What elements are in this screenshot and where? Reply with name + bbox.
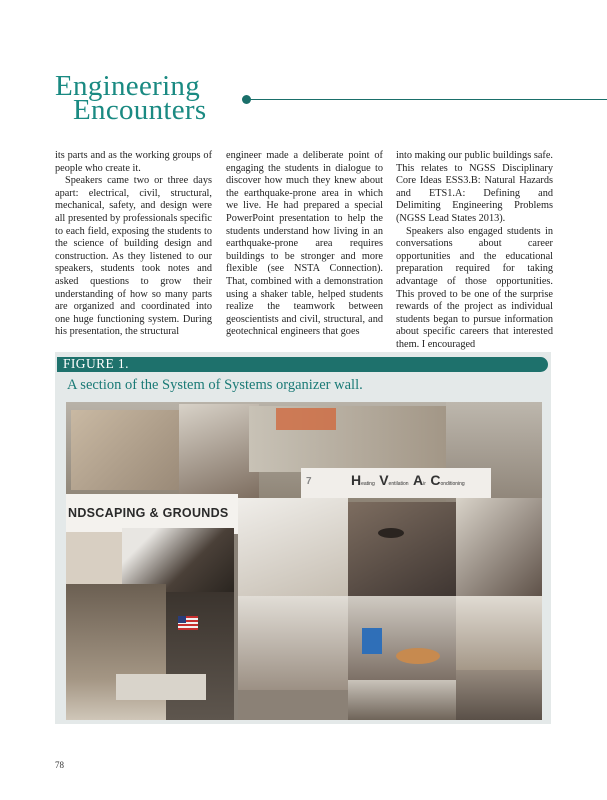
paragraph: into making our public buildings safe. This relates to NGSS Disciplinary Core Ideas ESS3.B: Natural Hazards and ETS1.A: Defining and Delimiting Engineering Problems (NGSS Lead States 2013).	[396, 150, 553, 224]
paragraph: its parts and as the working groups of people who create it.	[55, 150, 212, 174]
photo-tile	[348, 680, 456, 720]
photo-detail-blue-cabinet	[362, 628, 382, 654]
photo-tile	[179, 404, 259, 502]
masthead-title-line2: Encounters	[73, 94, 207, 126]
hvac-letter: A	[413, 472, 424, 488]
photo-tile	[71, 410, 179, 490]
page-number: 78	[55, 760, 64, 770]
flag-photo-canton	[178, 616, 186, 623]
hvac-letter: H	[351, 472, 362, 488]
photo-detail-orange-pipe	[276, 408, 336, 430]
department-masthead	[55, 68, 607, 128]
photo-tile	[456, 670, 542, 720]
paragraph: engineer made a deliberate point of engaging the students in dialogue to discover how much they knew about the earthquake-prone area in which we live. He had prepared a special PowerPoint presentation to help the students understand how living in an earthquake-prone area requires buildings to be stronger and more flexible (see NSTA Connection). That, combined with a demonstration using a shaker table, helped students realize the teamwork between geoscientists and civil, structural, and geotechnical engineers that goes	[226, 150, 383, 338]
hvac-letter: C	[430, 472, 441, 488]
hvac-banner-number: 7	[306, 476, 312, 487]
figure-label-bar	[57, 357, 548, 372]
figure-caption: A section of the System of Systems organizer wall.	[67, 377, 363, 393]
hvac-word: entilation	[388, 481, 409, 487]
photo-tile	[66, 532, 122, 584]
paragraph: Speakers also engaged students in conversations about career opportunities and the educational preparation required for taking advantage of those opportunities. This proved to be one of the surprise rewards of the project as individual students began to pursue information about specific careers that interested them. I encouraged	[396, 225, 553, 350]
paragraph: Speakers came two or three days apart: electrical, civil, structural, mechanical, safety, and design were all presented by professionals specific to each field, exposing the students to the science of building design and construction. As they listened to our speakers, students took notes and asked questions to grow their understanding of how so many parts are organized and coordinated into one huge functioning system. During his presentation, the structural	[55, 175, 212, 338]
hvac-word: eating	[361, 481, 375, 487]
photo-tile-duct	[348, 502, 456, 596]
masthead-rule	[248, 99, 607, 100]
body-column-2	[226, 150, 383, 339]
masthead-title-line1: Engineering	[55, 70, 201, 102]
figure-1	[55, 352, 551, 724]
body-column-1	[55, 150, 212, 339]
hvac-banner-text	[351, 472, 465, 490]
photo-tile-roof	[238, 596, 348, 690]
photo-tile-stairwell	[122, 528, 234, 592]
photo-detail-table	[396, 648, 440, 664]
photo-detail-vent	[378, 528, 404, 538]
figure-label: FIGURE 1.	[63, 356, 129, 371]
photo-tile-classroom	[166, 592, 234, 720]
body-column-3	[396, 150, 553, 352]
hvac-letter: V	[379, 472, 389, 488]
organizer-wall-photo	[66, 402, 542, 720]
hvac-word: ir	[423, 481, 426, 487]
photo-tile	[238, 690, 348, 720]
hvac-word: onditioning	[440, 481, 465, 487]
photo-tile-ductwork	[456, 498, 542, 596]
photo-tile-ceiling	[238, 498, 348, 596]
photo-tile-room	[456, 596, 542, 670]
landscaping-banner-text: NDSCAPING & GROUNDS	[68, 506, 229, 520]
photo-counter	[116, 674, 206, 700]
